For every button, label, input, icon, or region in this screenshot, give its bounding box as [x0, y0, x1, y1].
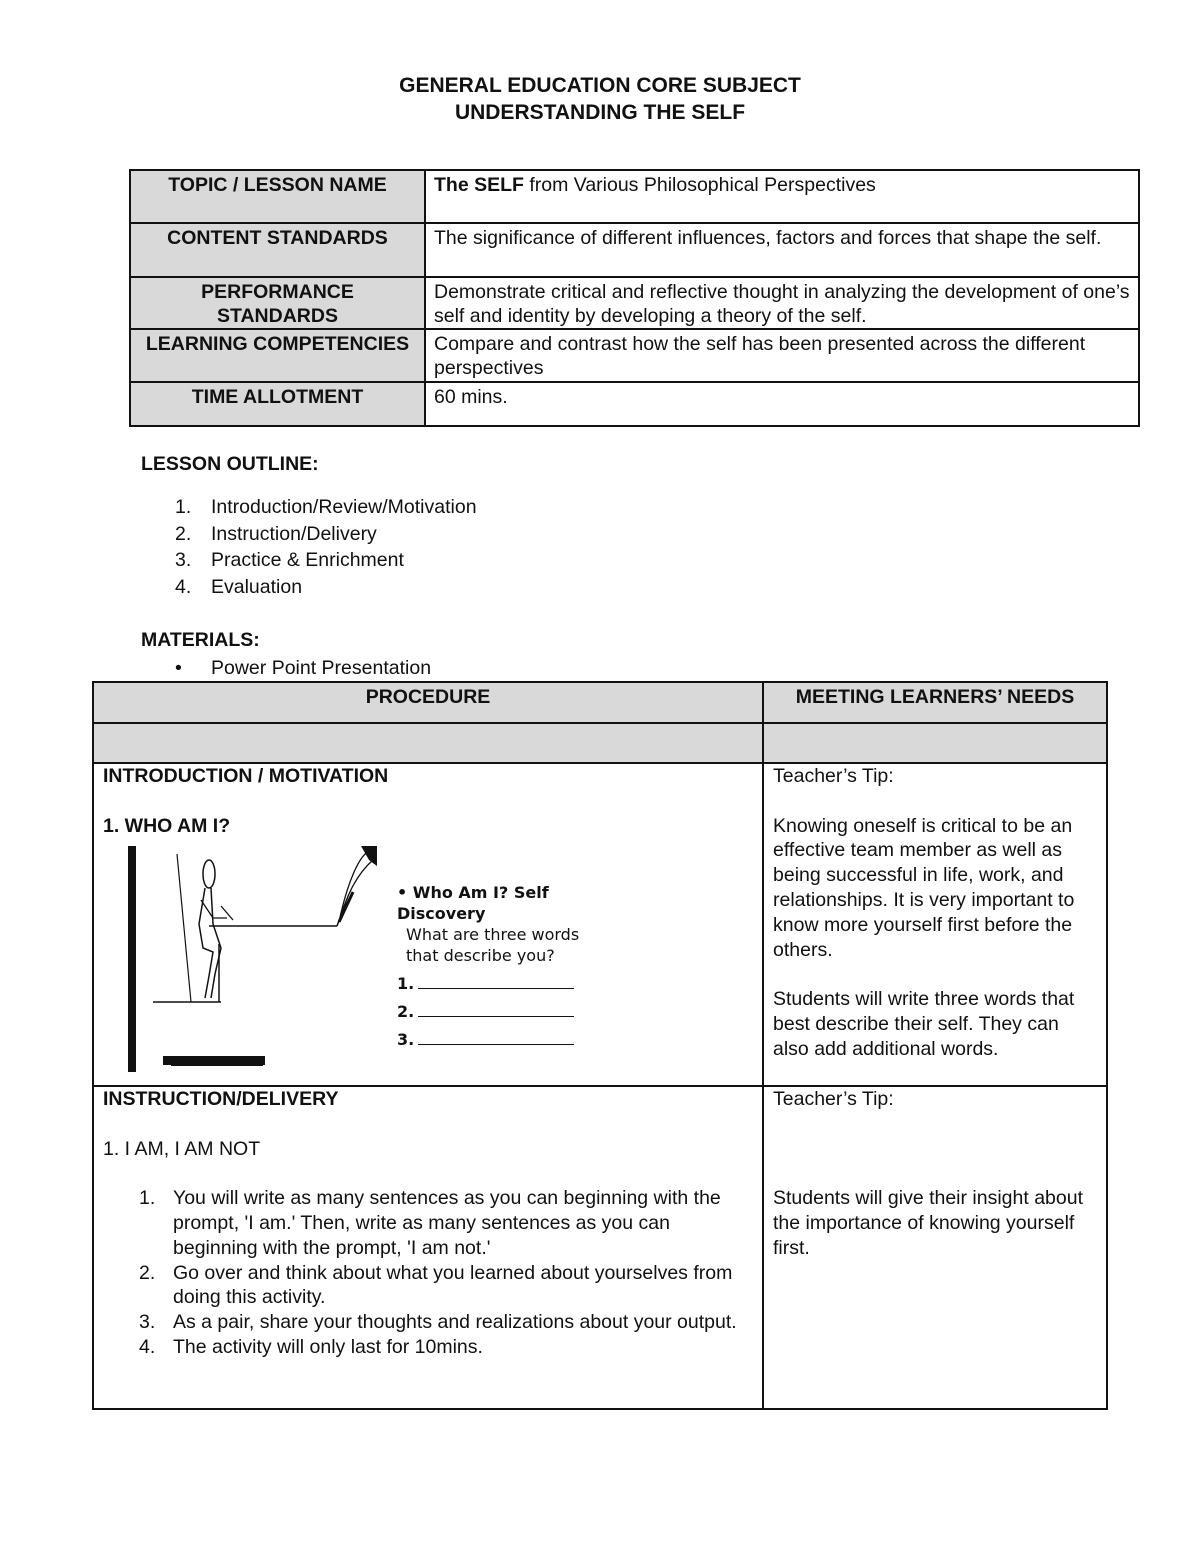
item-text: Introduction/Review/Motivation — [211, 496, 477, 518]
materials-heading: MATERIALS: — [141, 629, 260, 651]
performance-standards-value: Demonstrate critical and reflective thought in analyzing the development of one’s self and identity by developing a theory of the self. — [425, 277, 1139, 329]
blank-header-cell — [93, 723, 763, 763]
teacher-tip-text: Students will write three words that best describe their self. They can also add additional words. — [773, 988, 1075, 1060]
procedure-table — [92, 681, 1108, 1410]
step-number: 2. — [139, 1261, 156, 1284]
answer-line — [397, 1001, 621, 1022]
who-am-i-slide — [101, 844, 621, 1074]
list-item — [175, 574, 477, 601]
subject-title: UNDERSTANDING THE SELF — [454, 101, 746, 124]
materials-list — [175, 655, 431, 681]
item-text: Practice & Enrichment — [211, 549, 404, 572]
slide-question-line1: What are three words — [406, 925, 580, 945]
intro-heading: INTRODUCTION / MOTIVATION — [103, 765, 389, 787]
answer-number: 1. — [397, 974, 415, 994]
answer-number: 2. — [397, 1002, 415, 1022]
topic-value-rest: from Various Philosophical Perspectives — [523, 174, 876, 196]
list-item — [103, 1310, 753, 1335]
topic-label: TOPIC / LESSON NAME — [130, 170, 425, 223]
list-item — [175, 521, 477, 548]
item-number: 3. — [175, 549, 192, 572]
lesson-outline-list — [175, 494, 477, 601]
who-am-i-heading: 1. WHO AM I? — [103, 814, 231, 837]
list-item — [175, 494, 477, 521]
list-item — [175, 655, 431, 681]
item-text: Power Point Presentation — [211, 657, 432, 679]
item-number: 2. — [175, 522, 192, 545]
time-allotment-value: 60 mins. — [425, 382, 1139, 426]
instruction-heading: INSTRUCTION/DELIVERY — [103, 1088, 339, 1110]
performance-standards-label: PERFORMANCE STANDARDS — [130, 277, 425, 329]
topic-value-bold: The SELF — [434, 174, 524, 196]
step-text: The activity will only last for 10mins. — [173, 1335, 483, 1358]
step-text: You will write as many sentences as you can beginning with the prompt, 'I am.' Then, write as many sentences as you can beginning with the prompt, 'I am not.' — [173, 1187, 721, 1259]
content-standards-label: CONTENT STANDARDS — [130, 223, 425, 277]
list-item — [103, 1186, 753, 1260]
item-text: Instruction/Delivery — [211, 522, 377, 545]
teacher-tip-text: Knowing oneself is critical to be an effective team member as well as being successful in life, work, and relationships. It is very important to know more yourself first before the others. — [773, 814, 1075, 961]
slide-text — [397, 882, 621, 1050]
lesson-outline-heading: LESSON OUTLINE: — [141, 453, 319, 475]
answer-number: 3. — [397, 1030, 415, 1050]
intro-procedure-cell — [93, 763, 763, 1086]
intro-tips-cell — [763, 763, 1107, 1086]
topic-value — [425, 170, 1139, 223]
teacher-tip-text: Students will give their insight about the importance of knowing yourself first. — [773, 1187, 1084, 1259]
step-text: Go over and think about what you learned about yourselves from doing this activity. — [173, 1261, 733, 1309]
teacher-tip-label: Teacher’s Tip: — [773, 765, 894, 787]
item-number: 4. — [175, 576, 192, 599]
teacher-tip-label: Teacher’s Tip: — [773, 1088, 894, 1110]
slide-question-line2: that describe you? — [406, 946, 555, 966]
list-item — [175, 547, 477, 574]
time-allotment-label: TIME ALLOTMENT — [130, 382, 425, 426]
step-number: 4. — [139, 1335, 156, 1358]
answer-line — [397, 973, 621, 994]
item-text: Evaluation — [211, 576, 303, 599]
step-text: As a pair, share your thoughts and realizations about your output. — [173, 1311, 737, 1334]
list-item — [103, 1335, 753, 1360]
instruction-tips-cell — [763, 1086, 1107, 1409]
activity-steps — [103, 1186, 753, 1360]
procedure-header: PROCEDURE — [93, 682, 763, 723]
instruction-procedure-cell — [93, 1086, 763, 1409]
item-number: 1. — [175, 496, 192, 518]
step-number: 1. — [139, 1187, 156, 1210]
lesson-info-table — [129, 169, 1140, 427]
content-standards-value: The significance of different influences, factors and forces that shape the self. — [425, 223, 1139, 277]
document-title: GENERAL EDUCATION CORE SUBJECT — [399, 74, 801, 97]
step-number: 3. — [139, 1311, 156, 1334]
blank-header-cell — [763, 723, 1107, 763]
slide-title: • Who Am I? Self Discovery — [397, 883, 549, 924]
learners-needs-header: MEETING LEARNERS’ NEEDS — [763, 682, 1107, 723]
list-item — [103, 1261, 753, 1311]
learning-competencies-value: Compare and contrast how the self has been presented across the different perspectives — [425, 329, 1139, 382]
i-am-activity-heading: 1. I AM, I AM NOT — [103, 1137, 261, 1160]
learning-competencies-label: LEARNING COMPETENCIES — [130, 329, 425, 382]
answer-line — [397, 1029, 621, 1050]
bullet-icon: • — [175, 657, 182, 679]
